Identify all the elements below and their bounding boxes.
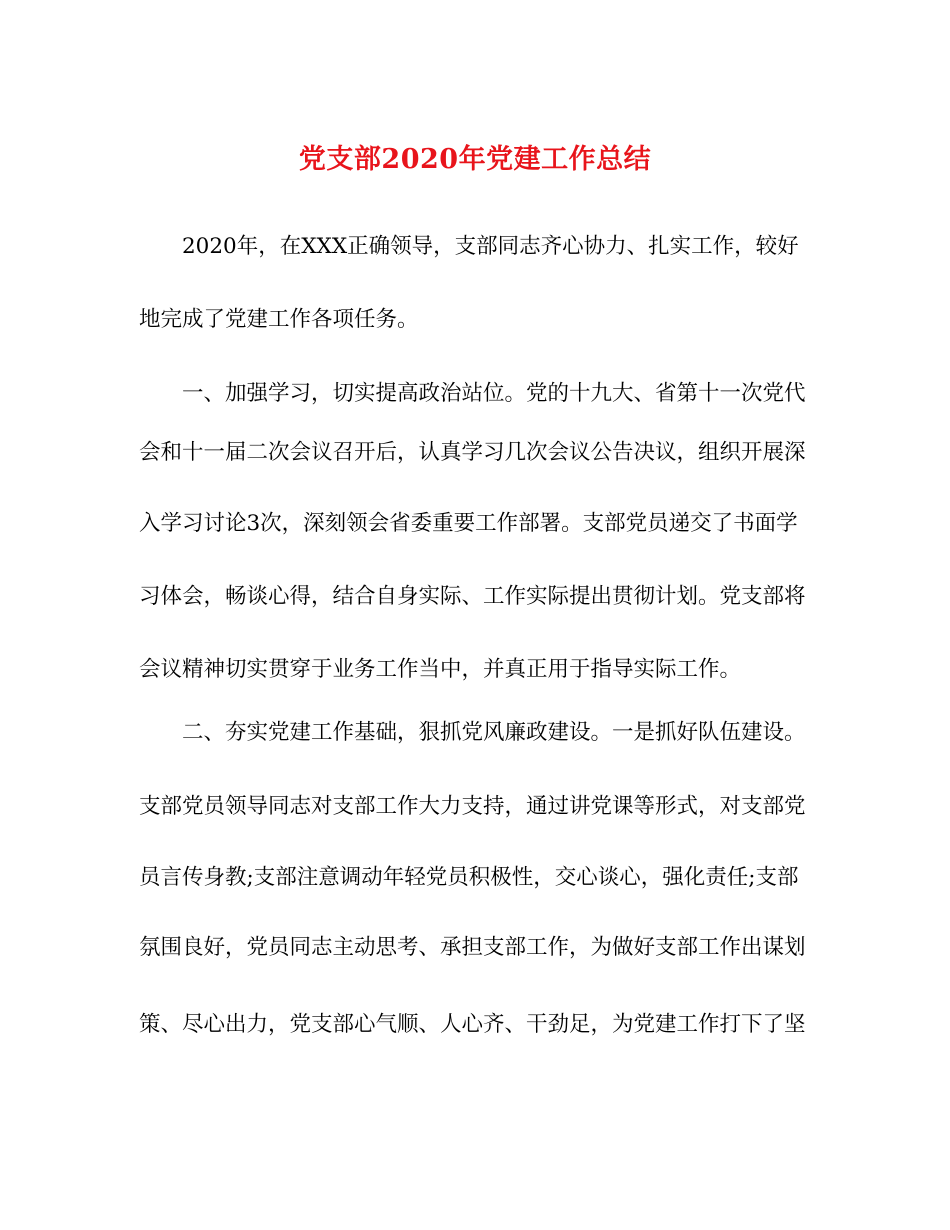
paragraph-line: 入学习讨论3次，深刻领会省委重要工作部署。支部党员递交了书面学 <box>139 511 798 536</box>
paragraph-line: 习体会，畅谈心得，结合自身实际、工作实际提出贯彻计划。党支部将 <box>139 584 806 609</box>
paragraph-line: 策、尽心出力，党支部心气顺、人心齐、干劲足，为党建工作打下了坚 <box>139 1012 806 1037</box>
paragraph-line: 会议精神切实贯穿于业务工作当中，并真正用于指导实际工作。 <box>139 657 742 682</box>
document-title: 党支部2020年党建工作总结 <box>298 144 652 175</box>
paragraph-line: 一、加强学习，切实提高政治站位。党的十九大、省第十一次党代 <box>182 381 806 406</box>
paragraph-line: 二、夯实党建工作基础，狠抓党风廉政建设。一是抓好队伍建设。 <box>182 720 806 745</box>
paragraph-line: 地完成了党建工作各项任务。 <box>139 307 419 332</box>
paragraph-line: 氛围良好，党员同志主动思考、承担支部工作，为做好支部工作出谋划 <box>139 935 806 960</box>
paragraph-line: 2020年，在XXX正确领导，支部同志齐心协力、扎实工作，较好 <box>182 234 799 259</box>
paragraph-line: 支部党员领导同志对支部工作大力支持，通过讲党课等形式，对支部党 <box>139 794 806 819</box>
paragraph-line: 会和十一届二次会议召开后，认真学习几次会议公告决议，组织开展深 <box>139 440 806 465</box>
paragraph-line: 员言传身教;支部注意调动年轻党员积极性，交心谈心，强化责任;支部 <box>139 865 799 890</box>
